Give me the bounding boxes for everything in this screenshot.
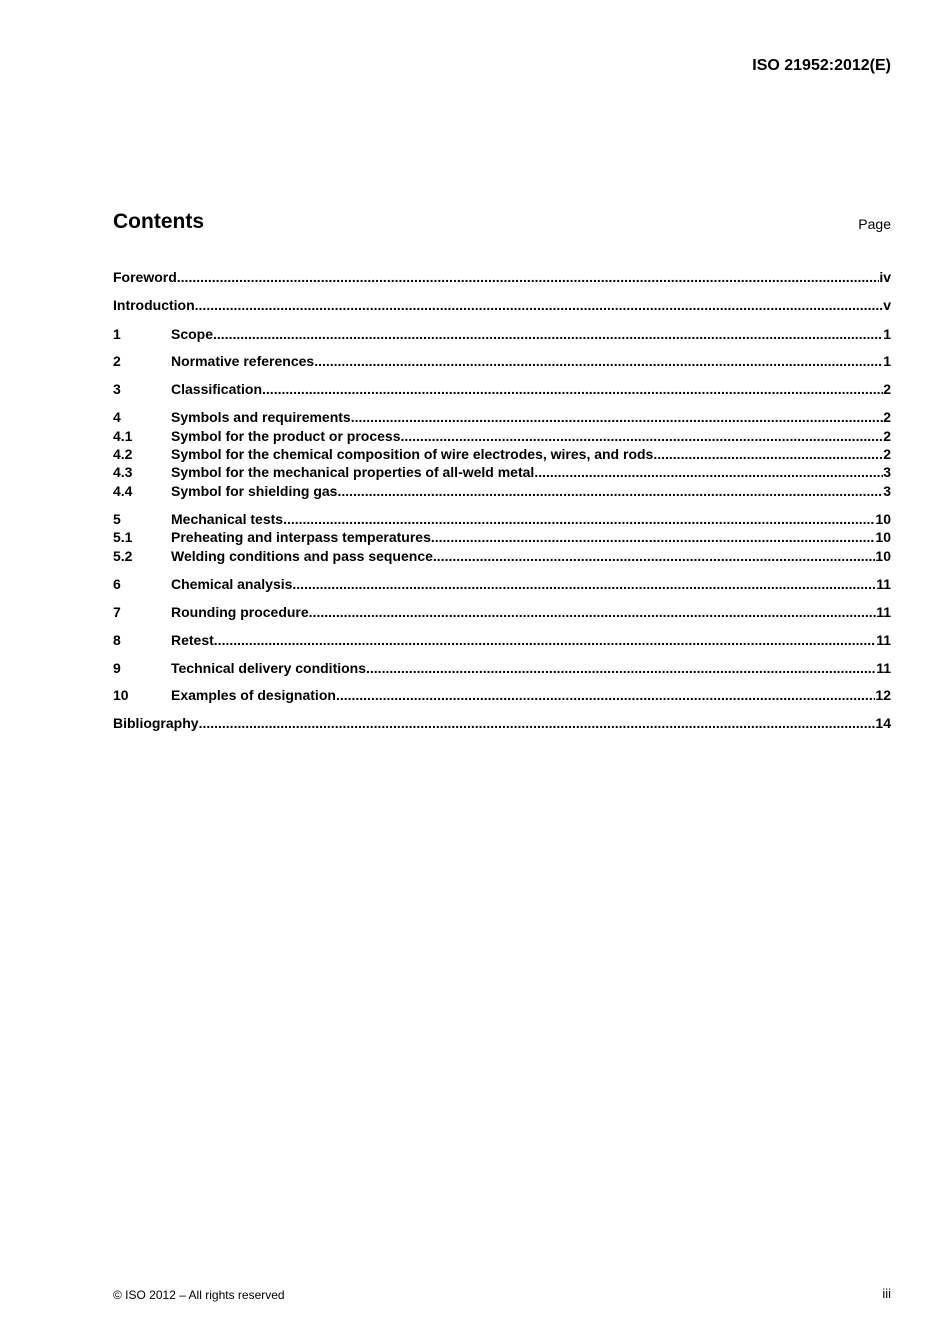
toc-entry-title: Welding conditions and pass sequence bbox=[171, 548, 433, 564]
toc-dot-leader bbox=[262, 380, 883, 398]
toc-dot-leader bbox=[337, 482, 883, 500]
toc-entry-page: 2 bbox=[883, 409, 891, 425]
toc-dot-leader bbox=[351, 408, 883, 426]
toc-entry[interactable] bbox=[113, 631, 891, 649]
toc-entry[interactable] bbox=[113, 463, 891, 481]
toc-entry[interactable] bbox=[113, 686, 891, 704]
toc-entry-title: Symbols and requirements bbox=[171, 409, 351, 425]
toc-entry-number: 10 bbox=[113, 687, 129, 703]
toc-dot-leader bbox=[433, 547, 876, 565]
toc-dot-leader bbox=[534, 463, 883, 481]
toc-entry-title: Symbol for the chemical composition of wire electrodes, wires, and rods bbox=[171, 446, 654, 462]
toc-entry-page: 2 bbox=[883, 446, 891, 462]
page-column-heading: Page bbox=[858, 216, 891, 232]
toc-entry-page: 12 bbox=[875, 687, 891, 703]
toc-dot-leader bbox=[199, 714, 876, 732]
toc-entry-page: 1 bbox=[883, 353, 891, 369]
toc-entry-title: Rounding procedure bbox=[171, 604, 309, 620]
toc-entry-page: 11 bbox=[876, 604, 891, 620]
toc-entry-title: Foreword bbox=[113, 269, 177, 285]
toc-entry-title: Preheating and interpass temperatures bbox=[171, 529, 431, 545]
toc-entry-title: Normative references bbox=[171, 353, 315, 369]
toc-dot-leader bbox=[214, 631, 876, 649]
toc-entry-page: 1 bbox=[883, 326, 891, 342]
toc-entry[interactable] bbox=[113, 380, 891, 398]
toc-dot-leader bbox=[336, 686, 875, 704]
toc-entry-title: Examples of designation bbox=[171, 687, 336, 703]
toc-entry-page: v bbox=[883, 297, 891, 313]
toc-dot-leader bbox=[366, 659, 876, 677]
toc-entry-page: 10 bbox=[875, 548, 891, 564]
toc-entry-page: 11 bbox=[876, 660, 891, 676]
toc-entry-title: Mechanical tests bbox=[171, 511, 284, 527]
toc-entry[interactable] bbox=[113, 325, 891, 343]
toc-entry[interactable] bbox=[113, 296, 891, 314]
document-id: ISO 21952:2012(E) bbox=[752, 57, 891, 74]
toc-entry[interactable] bbox=[113, 603, 891, 621]
toc-entry[interactable] bbox=[113, 408, 891, 426]
toc-dot-leader bbox=[213, 325, 883, 343]
toc-entry[interactable] bbox=[113, 427, 891, 445]
toc-dot-leader bbox=[431, 528, 876, 546]
toc-entry-page: 11 bbox=[876, 576, 891, 592]
toc-entry[interactable] bbox=[113, 352, 891, 370]
toc-entry-page: 11 bbox=[876, 632, 891, 648]
toc-entry-title: Introduction bbox=[113, 297, 195, 313]
toc-entry-page: 3 bbox=[883, 483, 891, 499]
toc-entry[interactable] bbox=[113, 528, 891, 546]
toc-entry-number: 5.2 bbox=[113, 548, 133, 564]
toc-entry-title: Chemical analysis bbox=[171, 576, 293, 592]
toc-entry-number: 1 bbox=[113, 326, 121, 342]
toc-entry-title: Bibliography bbox=[113, 715, 199, 731]
toc-entry-number: 5.1 bbox=[113, 529, 133, 545]
toc-entry-title: Technical delivery conditions bbox=[171, 660, 367, 676]
toc-entry[interactable] bbox=[113, 510, 891, 528]
contents-heading: Contents bbox=[113, 210, 204, 233]
toc-entry-title: Symbol for the mechanical properties of all-weld metal bbox=[171, 464, 535, 480]
toc-entry-number: 4.3 bbox=[113, 464, 133, 480]
toc-entry-number: 3 bbox=[113, 381, 121, 397]
toc-entry-number: 9 bbox=[113, 660, 121, 676]
toc-entry-number: 8 bbox=[113, 632, 121, 648]
toc-entry-page: 2 bbox=[883, 428, 891, 444]
copyright-notice: © ISO 2012 – All rights reserved bbox=[113, 1288, 285, 1302]
toc-entry[interactable] bbox=[113, 714, 891, 732]
toc-entry-number: 4.4 bbox=[113, 483, 133, 499]
toc-entry[interactable] bbox=[113, 445, 891, 463]
toc-entry-number: 4.1 bbox=[113, 428, 133, 444]
toc-entry-number: 4 bbox=[113, 409, 121, 425]
toc-dot-leader bbox=[177, 268, 880, 286]
toc-entry-page: 2 bbox=[883, 381, 891, 397]
toc-entry[interactable] bbox=[113, 268, 891, 286]
toc-entry[interactable] bbox=[113, 659, 891, 677]
toc-entry-number: 6 bbox=[113, 576, 121, 592]
toc-entry-title: Scope bbox=[171, 326, 214, 342]
toc-entry-number: 4.2 bbox=[113, 446, 133, 462]
page-number: iii bbox=[882, 1286, 891, 1301]
toc-entry-page: 10 bbox=[875, 529, 891, 545]
toc-dot-leader bbox=[400, 427, 883, 445]
toc-entry-title: Classification bbox=[171, 381, 263, 397]
toc-entry-title: Symbol for shielding gas bbox=[171, 483, 338, 499]
toc-entry-page: 3 bbox=[883, 464, 891, 480]
toc-entry[interactable] bbox=[113, 575, 891, 593]
toc-dot-leader bbox=[314, 352, 883, 370]
toc-dot-leader bbox=[283, 510, 875, 528]
toc-dot-leader bbox=[292, 575, 876, 593]
toc-entry-number: 7 bbox=[113, 604, 121, 620]
toc-dot-leader bbox=[309, 603, 877, 621]
toc-dot-leader bbox=[653, 445, 883, 463]
toc-entry-page: iv bbox=[879, 269, 891, 285]
toc-entry[interactable] bbox=[113, 482, 891, 500]
toc-entry[interactable] bbox=[113, 547, 891, 565]
toc-entry-page: 10 bbox=[875, 511, 891, 527]
toc-entry-title: Symbol for the product or process bbox=[171, 428, 401, 444]
toc-dot-leader bbox=[195, 296, 884, 314]
toc-entry-title: Retest bbox=[171, 632, 214, 648]
toc-entry-number: 5 bbox=[113, 511, 121, 527]
toc-entry-page: 14 bbox=[875, 715, 891, 731]
toc-entry-number: 2 bbox=[113, 353, 121, 369]
